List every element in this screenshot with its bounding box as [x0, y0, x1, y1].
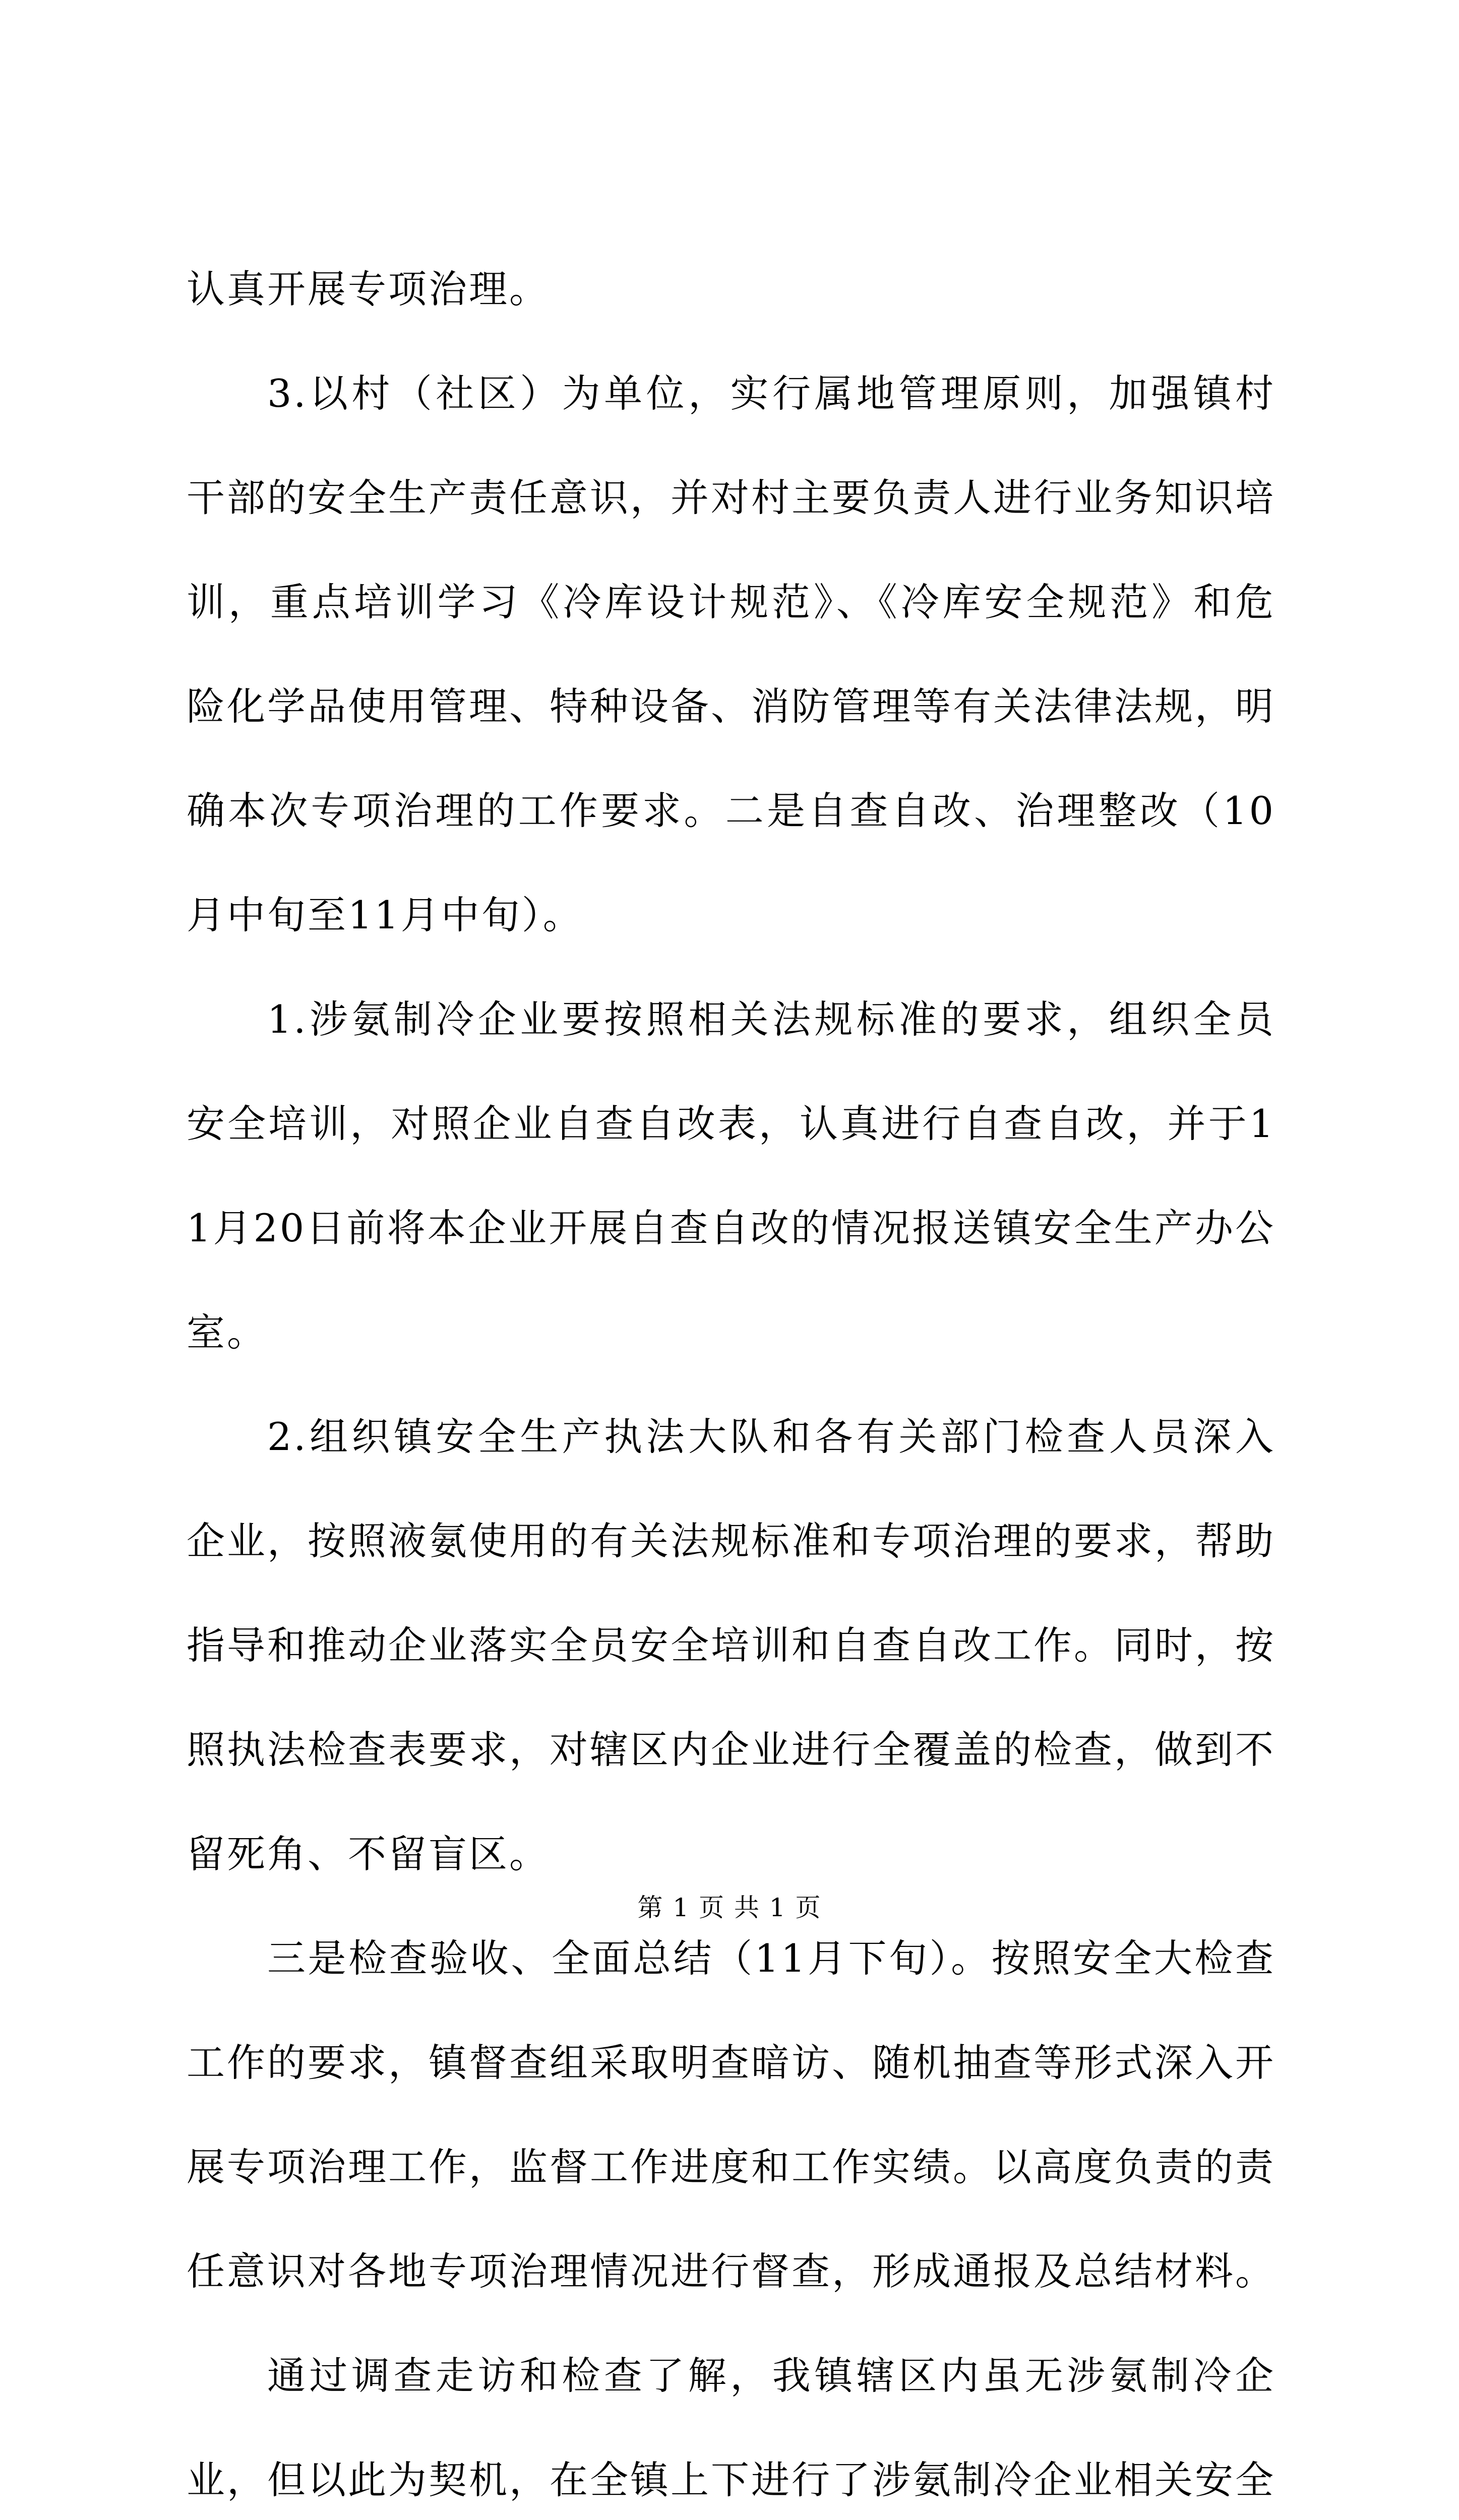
- paragraph-4: 2.组织镇安全生产执法大队和各有关部门检查人员深入企业，按照液氨使用的有关法规标准和专项治理的要求，帮助指导和推动企业落实全员安全培训和自查自改工作。同时，按照执法检查表要求，对辖区内企业进行全覆盖的检查，做到不留死角、不留盲区。: [187, 1414, 1275, 1876]
- paragraph-6: 通过调查走访和检查了解，我镇辖区内虽无涉氨制冷企业，但以此为契机，在全镇上下进行了涉氨制冷企业相关安全: [187, 2353, 1275, 2502]
- page-footer: 第 1 页 共 1 页: [637, 1893, 822, 1922]
- paragraph-3: 1.涉氨制冷企业要按照相关法规标准的要求，组织全员安全培训，对照企业自查自改表，认真进行自查自改，并于11月20日前将本企业开展自查自改的情况报送镇安全生产办公室。: [187, 997, 1275, 1355]
- paragraph-1: 认真开展专项治理。: [187, 267, 550, 311]
- paragraph-5: 三是检查验收、全面总结（11月下旬）。按照安全大检查工作的要求，镇督查组采取明查暗访、随机抽查等形式深入开展专项治理工作，监督工作进度和工作实绩。以高度负责的责任意识对各地专项治理情况进行督查，形成通报及总结材料。: [187, 1936, 1275, 2294]
- document-body: [187, 237, 1275, 2520]
- paragraph-2: 3.以村（社区）为单位，实行属地管理原则，加强镇村干部的安全生产责任意识，并对村主要负责人进行业务知识培训，重点培训学习《冷库设计规范》、《冷库安全规范》和危险化学品使用管理、特种设备、消防管理等有关法律法规，明确本次专项治理的工作要求。二是自查自改、治理整改（10月中旬至11月中旬）。: [187, 371, 1275, 937]
